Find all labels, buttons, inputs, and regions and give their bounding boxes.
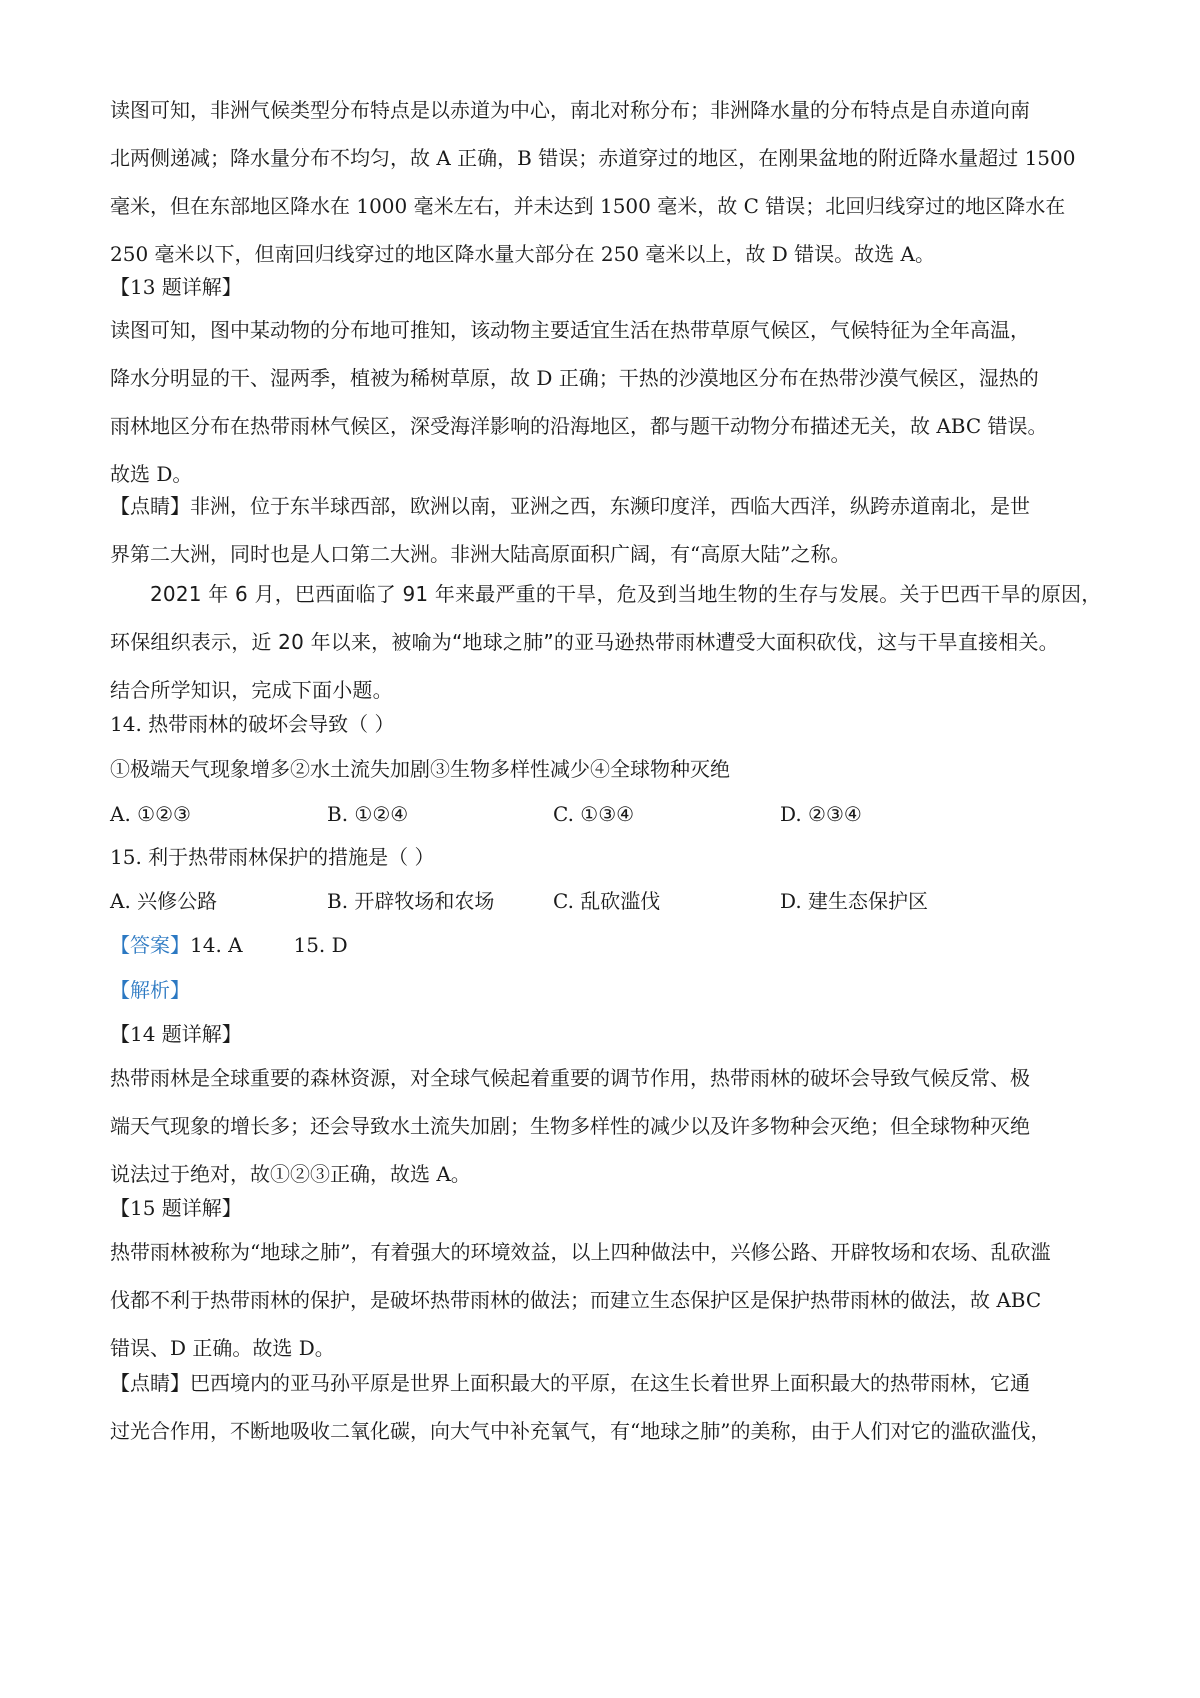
text-line: 读图可知，非洲气候类型分布特点是以赤道为中心，南北对称分布；非洲降水量的分布特点是自赤道向南 [110,98,1030,122]
answer-text: 14. A 15. D [190,933,348,957]
text-line: 雨林地区分布在热带雨林气候区，深受海洋影响的沿海地区，都与题干动物分布描述无关，故 ABC 错误。 [110,414,1048,438]
text-line: 界第二大洲，同时也是人口第二大洲。非洲大陆高原面积广阔，有“高原大陆”之称。 [110,542,851,566]
option-b[interactable]: B. ①②④ [327,802,409,826]
option-c[interactable]: C. ①③④ [553,802,635,826]
text-line: 【点睛】非洲，位于东半球西部，欧洲以南，亚洲之西，东濒印度洋，西临大西洋，纵跨赤道南北，是世 [110,494,1030,518]
option-b[interactable]: B. 开辟牧场和农场 [327,889,495,913]
text-line: 错误、D 正确。故选 D。 [110,1336,335,1360]
option-a[interactable]: A. ①②③ [110,802,191,826]
option-d[interactable]: D. 建生态保护区 [780,889,929,913]
q14-detail-paragraph [110,1054,1100,1198]
question-14-statements: ①极端天气现象增多②水土流失加剧③生物多样性减少④全球物种灭绝 [110,757,730,781]
text-line: 【点睛】巴西境内的亚马孙平原是世界上面积最大的平原，在这生长着世界上面积最大的热带雨林，它通 [110,1371,1030,1395]
text-line: 热带雨林是全球重要的森林资源，对全球气候起着重要的调节作用，热带雨林的破坏会导致气候反常、极 [110,1066,1030,1090]
text-line: 结合所学知识，完成下面小题。 [110,678,393,702]
answer-line [110,921,1100,969]
key-point-paragraph [110,1359,1100,1455]
question-14-stem: 14. 热带雨林的破坏会导致（ ） [110,712,395,736]
text-line: 读图可知，图中某动物的分布地可推知，该动物主要适宜生活在热带草原气候区，气候特征为全年高温， [110,318,1030,342]
question-14-options [110,790,1100,838]
option-c[interactable]: C. 乱砍滥伐 [553,889,661,913]
text-line: 2021 年 6 月，巴西面临了 91 年来最严重的干旱，危及到当地生物的生存与发展。关于巴西干旱的原因， [150,582,1102,606]
text-line: 故选 D。 [110,462,193,486]
question-15-stem: 15. 利于热带雨林保护的措施是（ ） [110,845,435,869]
q15-detail-paragraph [110,1228,1100,1372]
key-point-paragraph [110,482,1100,578]
text-line: 北两侧递减；降水量分布不均匀，故 A 正确，B 错误；赤道穿过的地区，在刚果盆地的附近降水量超过 1500 [110,146,1076,170]
explanation-paragraph [110,86,1100,278]
option-a[interactable]: A. 兴修公路 [110,889,218,913]
analysis-label: 【解析】 [110,978,190,1002]
question-15-options [110,877,1100,925]
text-line: 端天气现象的增长多；还会导致水土流失加剧；生物多样性的减少以及许多物种会灭绝；但全球物种灭绝 [110,1114,1030,1138]
reading-passage [110,570,1100,714]
text-line: 说法过于绝对，故①②③正确，故选 A。 [110,1162,471,1186]
q13-detail-paragraph [110,306,1100,498]
option-d[interactable]: D. ②③④ [780,802,862,826]
q14-detail-heading: 【14 题详解】 [110,1022,242,1046]
answer-label: 【答案】 [110,933,190,957]
text-line: 环保组织表示，近 20 年以来，被喻为“地球之肺”的亚马逊热带雨林遭受大面积砍伐，这与干旱直接相关。 [110,630,1059,654]
text-line: 250 毫米以下，但南回归线穿过的地区降水量大部分在 250 毫米以上，故 D 错误。故选 A。 [110,242,935,266]
text-line: 毫米，但在东部地区降水在 1000 毫米左右，并未达到 1500 毫米，故 C 错误；北回归线穿过的地区降水在 [110,194,1066,218]
q13-detail-heading: 【13 题详解】 [110,275,242,299]
text-line: 过光合作用，不断地吸收二氧化碳，向大气中补充氧气，有“地球之肺”的美称，由于人们对它的滥砍滥伐， [110,1419,1051,1443]
text-line: 伐都不利于热带雨林的保护，是破坏热带雨林的做法；而建立生态保护区是保护热带雨林的做法，故 ABC [110,1288,1042,1312]
q15-detail-heading: 【15 题详解】 [110,1196,242,1220]
text-line: 热带雨林被称为“地球之肺”，有着强大的环境效益，以上四种做法中，兴修公路、开辟牧场和农场、乱砍滥 [110,1240,1051,1264]
text-line: 降水分明显的干、湿两季，植被为稀树草原，故 D 正确；干热的沙漠地区分布在热带沙漠气候区，湿热的 [110,366,1039,390]
